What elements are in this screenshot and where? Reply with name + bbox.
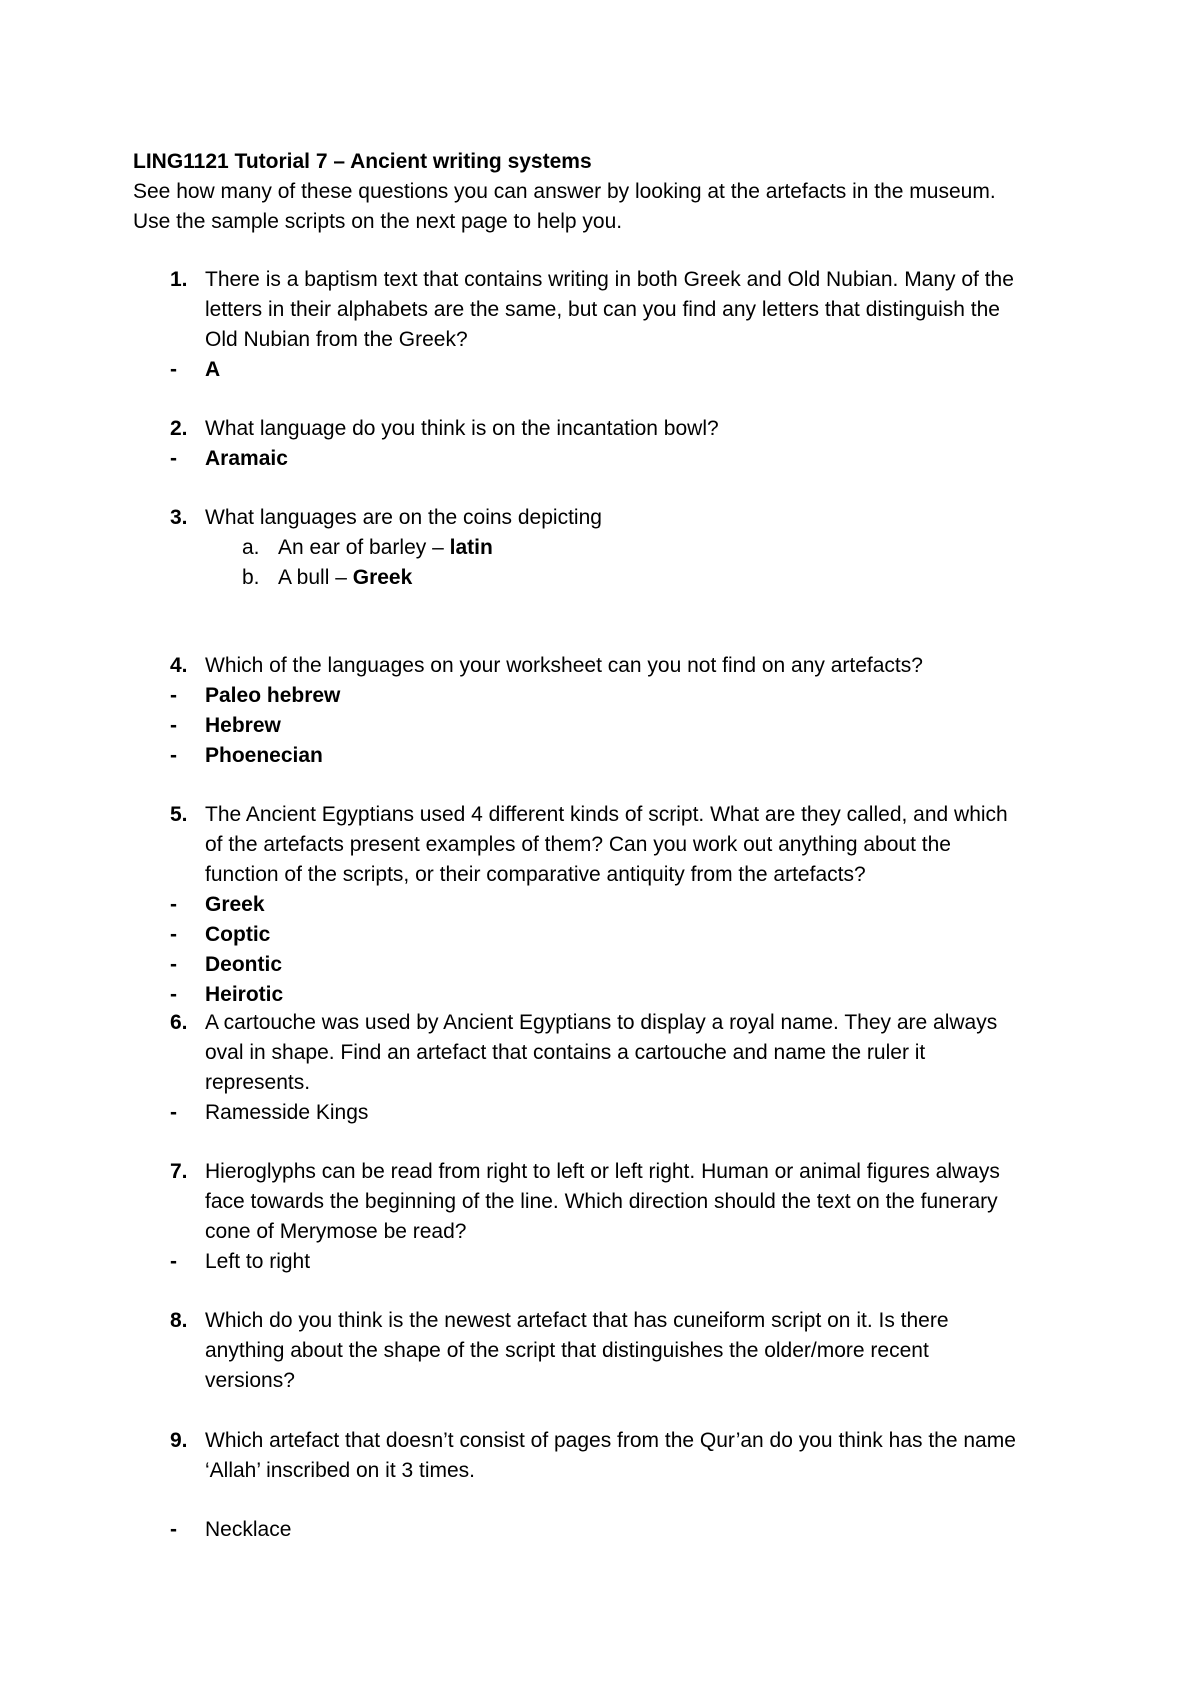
answer-text: Hebrew xyxy=(205,714,281,737)
answer-dash: - xyxy=(170,1101,177,1124)
question-text: The Ancient Egyptians used 4 different kinds of script. What are they called, and which xyxy=(205,803,1008,826)
answer-dash: - xyxy=(170,358,177,381)
answer-dash: - xyxy=(170,684,177,707)
question-number: 7. xyxy=(170,1160,188,1183)
question-number: 3. xyxy=(170,506,188,529)
answer-dash: - xyxy=(170,447,177,470)
question-text: of the artefacts present examples of them? Can you work out anything about the xyxy=(205,833,951,856)
question-number: 6. xyxy=(170,1011,188,1034)
question-text: Which do you think is the newest artefact that has cuneiform script on it. Is there xyxy=(205,1309,949,1332)
answer-text: Left to right xyxy=(205,1250,311,1273)
question-text: letters in their alphabets are the same, but can you find any letters that distinguish the xyxy=(205,298,1000,321)
question-number: 5. xyxy=(170,803,188,826)
sub-item-letter: a. xyxy=(242,536,260,559)
question-text: Which artefact that doesn’t consist of pages from the Qur’an do you think has the name xyxy=(205,1429,1016,1452)
question-3 xyxy=(133,503,1093,593)
intro-line-1: See how many of these questions you can answer by looking at the artefacts in the museum. xyxy=(133,180,996,203)
question-text: What language do you think is on the incantation bowl? xyxy=(205,417,719,440)
document-title: LING1121 Tutorial 7 – Ancient writing systems xyxy=(133,150,592,173)
answer-text: Deontic xyxy=(205,953,283,976)
question-text: Hieroglyphs can be read from right to left or left right. Human or animal figures always xyxy=(205,1160,1000,1183)
answer-text: Aramaic xyxy=(205,447,288,470)
sub-item-answer: Greek xyxy=(352,566,413,589)
answer-dash: - xyxy=(170,714,177,737)
question-4 xyxy=(133,651,1093,771)
question-text: There is a baptism text that contains writing in both Greek and Old Nubian. Many of the xyxy=(205,268,1014,291)
question-5 xyxy=(133,800,1093,1010)
answer-text: Ramesside Kings xyxy=(205,1101,369,1124)
answer-text: Necklace xyxy=(205,1518,292,1541)
question-text: What languages are on the coins depicting xyxy=(205,506,602,529)
sub-item-letter: b. xyxy=(242,566,260,589)
question-7 xyxy=(133,1157,1093,1277)
question-number: 2. xyxy=(170,417,188,440)
question-text: face towards the beginning of the line. Which direction should the text on the funerary xyxy=(205,1190,998,1213)
question-text: versions? xyxy=(205,1369,295,1392)
question-text: A cartouche was used by Ancient Egyptians to display a royal name. They are always xyxy=(205,1011,998,1034)
answer-dash: - xyxy=(170,983,177,1006)
answer-text: Paleo hebrew xyxy=(205,684,341,707)
sub-item-text: An ear of barley – xyxy=(278,536,450,559)
answer-dash: - xyxy=(170,953,177,976)
answer-text: Coptic xyxy=(205,923,271,946)
sub-item-answer: latin xyxy=(449,536,493,559)
sub-item-b xyxy=(133,563,1093,593)
sub-item-a xyxy=(133,533,1093,563)
question-number: 4. xyxy=(170,654,188,677)
answer-dash: - xyxy=(170,893,177,916)
answer-text: Phoenecian xyxy=(205,744,323,767)
answer-dash: - xyxy=(170,1250,177,1273)
question-8 xyxy=(133,1306,1093,1396)
answer-dash: - xyxy=(170,923,177,946)
question-text: ‘Allah’ inscribed on it 3 times. xyxy=(205,1459,476,1482)
question-text: oval in shape. Find an artefact that contains a cartouche and name the ruler it xyxy=(205,1041,926,1064)
question-9 xyxy=(133,1426,1093,1486)
question-text: represents. xyxy=(205,1071,311,1094)
document-header xyxy=(133,147,1093,237)
question-text: anything about the shape of the script that distinguishes the older/more recent xyxy=(205,1339,929,1362)
question-text: Which of the languages on your worksheet can you not find on any artefacts? xyxy=(205,654,923,677)
answer-text: A xyxy=(205,358,221,381)
question-number: 1. xyxy=(170,268,188,291)
question-2 xyxy=(133,414,1093,474)
answer-text: Heirotic xyxy=(205,983,284,1006)
question-text: Old Nubian from the Greek? xyxy=(205,328,468,351)
question-number: 8. xyxy=(170,1309,188,1332)
question-text: cone of Merymose be read? xyxy=(205,1220,467,1243)
answer-dash: - xyxy=(170,1518,177,1541)
answer-dash: - xyxy=(170,744,177,767)
question-1 xyxy=(133,265,1093,385)
question-number: 9. xyxy=(170,1429,188,1452)
answer-text: Greek xyxy=(205,893,265,916)
sub-item-text: A bull – xyxy=(278,566,353,589)
question-text: function of the scripts, or their comparative antiquity from the artefacts? xyxy=(205,863,866,886)
question-6 xyxy=(133,1008,1093,1128)
question-9-answer xyxy=(133,1515,1093,1545)
intro-line-2: Use the sample scripts on the next page to help you. xyxy=(133,210,623,233)
